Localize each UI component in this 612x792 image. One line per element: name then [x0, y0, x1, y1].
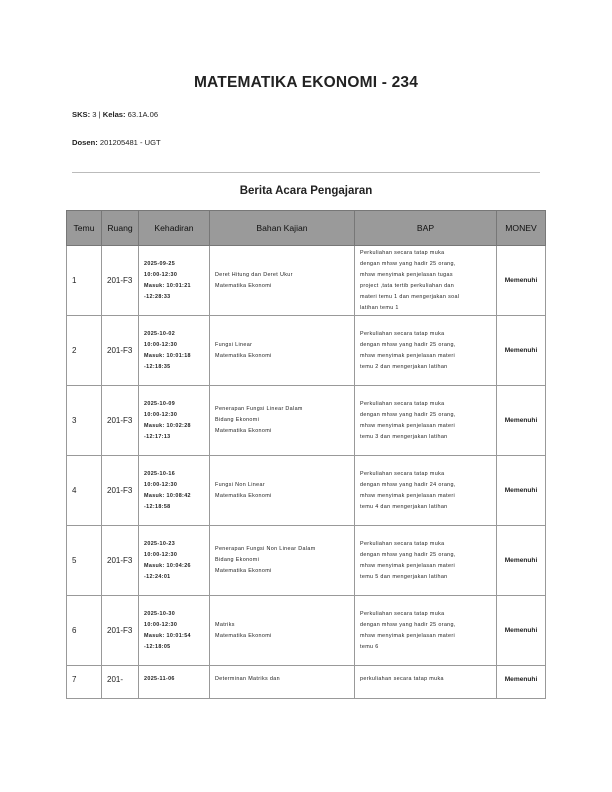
cell-monev: Memenuhi: [497, 456, 546, 526]
cell-bap: [355, 316, 497, 386]
header-bap: BAP: [355, 211, 497, 246]
cell-bap: [355, 456, 497, 526]
cell-bap: [355, 386, 497, 456]
cell-ruang: 201-F3: [102, 316, 139, 386]
cell-kehadiran-line: 2025-10-23: [144, 540, 176, 547]
cell-bap-line: Perkuliahan secara tatap muka: [360, 470, 445, 477]
cell-bap-line: temu 2 dan mengerjakan latihan: [360, 363, 448, 370]
document-title: MATEMATIKA EKONOMI - 234: [193, 74, 419, 91]
cell-kehadiran-line: -12:17:13: [144, 433, 171, 440]
cell-temu: 3: [67, 386, 102, 456]
cell-bahan-kajian: [210, 316, 355, 386]
cell-temu: 6: [67, 596, 102, 666]
table-body: [67, 246, 546, 699]
cell-bap-line: dengan mhsw yang hadir 25 orang,: [360, 260, 456, 267]
cell-temu: 7: [67, 666, 102, 699]
cell-monev: Memenuhi: [497, 246, 546, 316]
cell-ruang: 201-F3: [102, 386, 139, 456]
cell-bahan-kajian-line: Matematika Ekonomi: [215, 632, 272, 639]
cell-kehadiran: [139, 526, 210, 596]
cell-kehadiran: [139, 456, 210, 526]
cell-bahan-kajian: [210, 456, 355, 526]
cell-bap: [355, 526, 497, 596]
table-row: [67, 316, 546, 386]
header-monev: MONEV: [497, 211, 546, 246]
dosen-label: Dosen:: [72, 138, 98, 147]
cell-bap-line: temu 6: [360, 643, 379, 650]
cell-kehadiran-line: 2025-09-25: [144, 260, 176, 267]
cell-kehadiran: [139, 666, 210, 699]
sks-kelas-line: [72, 110, 158, 119]
cell-kehadiran-line: 2025-10-02: [144, 330, 176, 337]
table-row: [67, 246, 546, 316]
cell-bahan-kajian-line: Fungsi Non Linear: [215, 481, 265, 488]
cell-monev: Memenuhi: [497, 526, 546, 596]
cell-kehadiran-line: -12:24:01: [144, 573, 171, 580]
cell-bap-line: Perkuliahan secara tatap muka: [360, 540, 445, 547]
cell-monev: Memenuhi: [497, 316, 546, 386]
cell-temu: 1: [67, 246, 102, 316]
cell-kehadiran: [139, 246, 210, 316]
table-row: [67, 666, 546, 699]
cell-kehadiran-line: -12:18:35: [144, 363, 171, 370]
table-row: [67, 456, 546, 526]
cell-ruang: 201-F3: [102, 246, 139, 316]
kelas-value: 63.1A.06: [127, 110, 159, 119]
cell-bahan-kajian: [210, 666, 355, 699]
cell-temu: 4: [67, 456, 102, 526]
cell-bahan-kajian-line: Matematika Ekonomi: [215, 492, 272, 499]
cell-kehadiran: [139, 596, 210, 666]
cell-bahan-kajian: [210, 386, 355, 456]
cell-bap-line: dengan mhsw yang hadir 25 orang,: [360, 551, 456, 558]
cell-kehadiran-line: -12:18:05: [144, 643, 171, 650]
cell-bap-line: temu 4 dan mengerjakan latihan: [360, 503, 448, 510]
cell-kehadiran-line: Masuk: 10:01:21: [144, 282, 191, 289]
table-row: [67, 596, 546, 666]
cell-kehadiran-line: -12:28:33: [144, 293, 171, 300]
cell-kehadiran-line: 10:00-12:30: [144, 621, 178, 628]
cell-bahan-kajian-line: Fungsi Linear: [215, 341, 253, 348]
cell-ruang: 201-F3: [102, 526, 139, 596]
cell-bahan-kajian-line: Matriks: [215, 621, 235, 628]
cell-bap-line: temu 5 dan mengerjakan latihan: [360, 573, 448, 580]
cell-bap-line: mhsw menyimak penjelasan tugas: [360, 271, 453, 278]
cell-temu: 2: [67, 316, 102, 386]
header-ruang: Ruang: [102, 211, 139, 246]
cell-bahan-kajian-line: Matematika Ekonomi: [215, 568, 272, 574]
cell-bap-line: dengan mhsw yang hadir 25 orang,: [360, 411, 456, 418]
sks-label: SKS:: [72, 110, 91, 119]
berita-acara-table: [66, 210, 546, 699]
cell-bahan-kajian-line: Bidang Ekonomi: [215, 417, 260, 423]
cell-bahan-kajian-line: Determinan Matriks dan: [215, 676, 280, 682]
cell-kehadiran-line: 2025-10-16: [144, 470, 176, 477]
header-kehadiran: Kehadiran: [139, 211, 210, 246]
cell-bap-line: project ,tata tertib perkuliahan dan: [360, 282, 455, 289]
cell-temu: 5: [67, 526, 102, 596]
cell-ruang: 201-F3: [102, 456, 139, 526]
cell-bap: [355, 246, 497, 316]
cell-monev: Memenuhi: [497, 596, 546, 666]
cell-kehadiran: [139, 386, 210, 456]
cell-bap-line: mhsw menyimak penjelasan materi: [360, 562, 456, 569]
cell-kehadiran-line: Masuk: 10:08:42: [144, 492, 191, 499]
dosen-line: [72, 138, 161, 147]
table-header-row: [67, 211, 546, 246]
cell-bap-line: perkuliahan secara tatap muka: [360, 676, 444, 682]
cell-bap: [355, 666, 497, 699]
cell-bap-line: Perkuliahan secara tatap muka: [360, 249, 445, 256]
cell-bap-line: dengan mhsw yang hadir 25 orang,: [360, 341, 456, 348]
cell-ruang: 201-F3: [102, 596, 139, 666]
cell-bahan-kajian-line: Matematika Ekonomi: [215, 352, 272, 359]
cell-kehadiran: [139, 316, 210, 386]
cell-bap-line: mhsw menyimak penjelasan materi: [360, 352, 456, 359]
cell-bap-line: temu 3 dan mengerjakan latihan: [360, 433, 448, 440]
cell-kehadiran-line: 2025-10-09: [144, 400, 176, 407]
cell-bap-line: mhsw menyimak penjelasan materi: [360, 422, 456, 429]
cell-bap-line: mhsw menyimak penjelasan materi: [360, 632, 456, 639]
cell-kehadiran-line: -12:18:58: [144, 503, 171, 510]
cell-kehadiran-line: 10:00-12:30: [144, 551, 178, 558]
cell-bap-line: dengan mhsw yang hadir 25 orang,: [360, 621, 456, 628]
cell-bap-line: mhsw menyimak penjelasan materi: [360, 492, 456, 499]
cell-kehadiran-line: Masuk: 10:04:26: [144, 562, 191, 569]
cell-kehadiran-line: Masuk: 10:02:28: [144, 422, 191, 429]
cell-kehadiran-line: 10:00-12:30: [144, 481, 178, 488]
cell-bahan-kajian-line: Deret Hitung dan Deret Ukur: [215, 271, 293, 278]
cell-kehadiran-line: 2025-10-30: [144, 610, 176, 617]
cell-bap-line: Perkuliahan secara tatap muka: [360, 610, 445, 617]
cell-bahan-kajian-line: Matematika Ekonomi: [215, 428, 272, 434]
cell-bahan-kajian-line: Penerapan Fungsi Non Linear Dalam: [215, 546, 316, 552]
cell-bap-line: dengan mhsw yang hadir 24 orang,: [360, 481, 456, 488]
cell-bahan-kajian-line: Bidang Ekonomi: [215, 557, 260, 563]
table-row: [67, 526, 546, 596]
cell-bahan-kajian: [210, 246, 355, 316]
cell-bahan-kajian: [210, 596, 355, 666]
section-title: Berita Acara Pengajaran: [239, 185, 373, 197]
header-bahan-kajian: Bahan Kajian: [210, 211, 355, 246]
cell-kehadiran-line: 2025-11-06: [144, 676, 175, 682]
cell-kehadiran-line: 10:00-12:30: [144, 411, 178, 418]
cell-kehadiran-line: Masuk: 10:01:54: [144, 632, 191, 639]
cell-monev: Memenuhi: [497, 666, 546, 699]
cell-ruang: 201-: [102, 666, 139, 699]
cell-kehadiran-line: Masuk: 10:01:18: [144, 352, 191, 359]
sks-value: 3: [92, 110, 97, 119]
separator: |: [98, 110, 101, 119]
divider: [72, 172, 540, 173]
header-temu: Temu: [67, 211, 102, 246]
cell-bahan-kajian: [210, 526, 355, 596]
table-row: [67, 386, 546, 456]
cell-kehadiran-line: 10:00-12:30: [144, 341, 178, 348]
cell-bap-line: materi temu 1 dan mengerjakan soal: [360, 293, 460, 300]
dosen-value: 201205481 - UGT: [99, 138, 161, 147]
cell-bap: [355, 596, 497, 666]
cell-bahan-kajian-line: Matematika Ekonomi: [215, 282, 272, 289]
cell-bap-line: Perkuliahan secara tatap muka: [360, 330, 445, 337]
kelas-label: Kelas:: [102, 110, 126, 119]
cell-monev: Memenuhi: [497, 386, 546, 456]
cell-bap-line: Perkuliahan secara tatap muka: [360, 400, 445, 407]
cell-bap-line: latihan temu 1: [360, 304, 399, 311]
cell-kehadiran-line: 10:00-12:30: [144, 271, 178, 278]
cell-bahan-kajian-line: Penerapan Fungsi Linear Dalam: [215, 406, 303, 412]
